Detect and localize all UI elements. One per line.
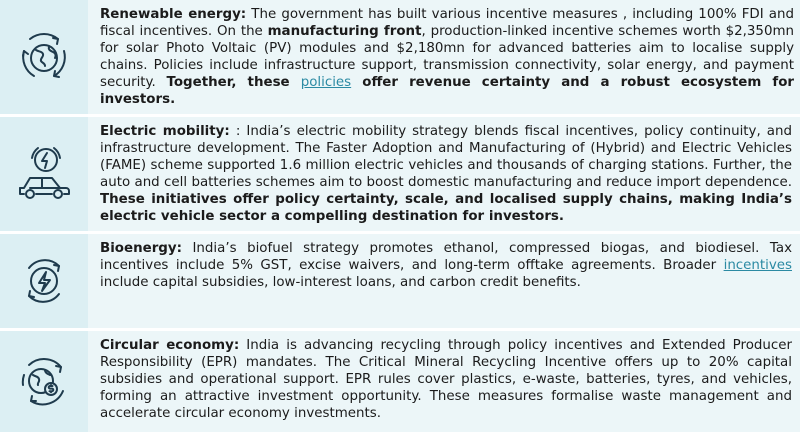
row-title: Electric mobility: [100,124,230,139]
icon-cell [0,331,88,432]
icon-cell [0,234,88,328]
icon-cell [0,117,88,231]
row-text: Electric mobility: : India’s electric mobility strategy blends fiscal incentives, policy continuity, and infrastructure development. The Faster Adoption and Manufacturing of (Hybrid) and Electric Vehicles (FAME) scheme supported 1.6 million electric vehicles and thousands of charging stations. Further, the auto and cell batteries schemes aim to boost domestic manufacturing and reduce import dependence. These initiatives offer policy certainty, scale, and localised supply chains, making India’s electric vehicle sector a compelling destination for investors. [88,117,800,231]
row-text: Renewable energy: The government has built various incentive measures , including 100% FDI and fiscal incentives. On the manufacturing front, production-linked incentive schemes worth $2,350mn for solar Photo Voltaic (PV) modules and $2,180mn for advanced batteries aim to localise supply chains. Policies include infrastructure support, transmission connectivity, solar energy, and payment security. Together, these policies offer revenue certainty and a robust ecosystem for investors. [88,0,800,114]
circular-economy-icon [15,353,73,411]
table-row-renewable-energy [0,0,800,114]
table-row-bioenergy [0,234,800,328]
row-title: Bioenergy: [100,241,182,256]
table-row-electric-mobility [0,117,800,231]
table-row-circular-economy [0,331,800,432]
row-text: Circular economy: India is advancing recycling through policy incentives and Extended Producer Responsibility (EPR) mandates. The Critical Mineral Recycling Incentive offers up to 20% capital subsidies and operational support. EPR rules cover plastics, e-waste, batteries, tyres, and vehicles, forming an attractive investment opportunity. These measures formalise waste management and accelerate circular economy investments. [88,331,800,432]
energy-bolt-icon [17,254,71,308]
icon-cell [0,0,88,114]
incentives-link[interactable]: incentives [723,258,792,273]
globe-recycle-icon [16,29,72,85]
row-title: Renewable energy: [100,7,247,22]
row-title: Circular economy: [100,338,240,353]
electric-car-icon [12,144,76,204]
row-text: Bioenergy: India’s biofuel strategy promotes ethanol, compressed biogas, and biodiesel. Tax incentives include 5% GST, excise waivers, and long-term offtake agreements. Broader incentives include capital subsidies, low-interest loans, and carbon credit benefits. [88,234,800,328]
policies-link[interactable]: policies [300,75,352,90]
